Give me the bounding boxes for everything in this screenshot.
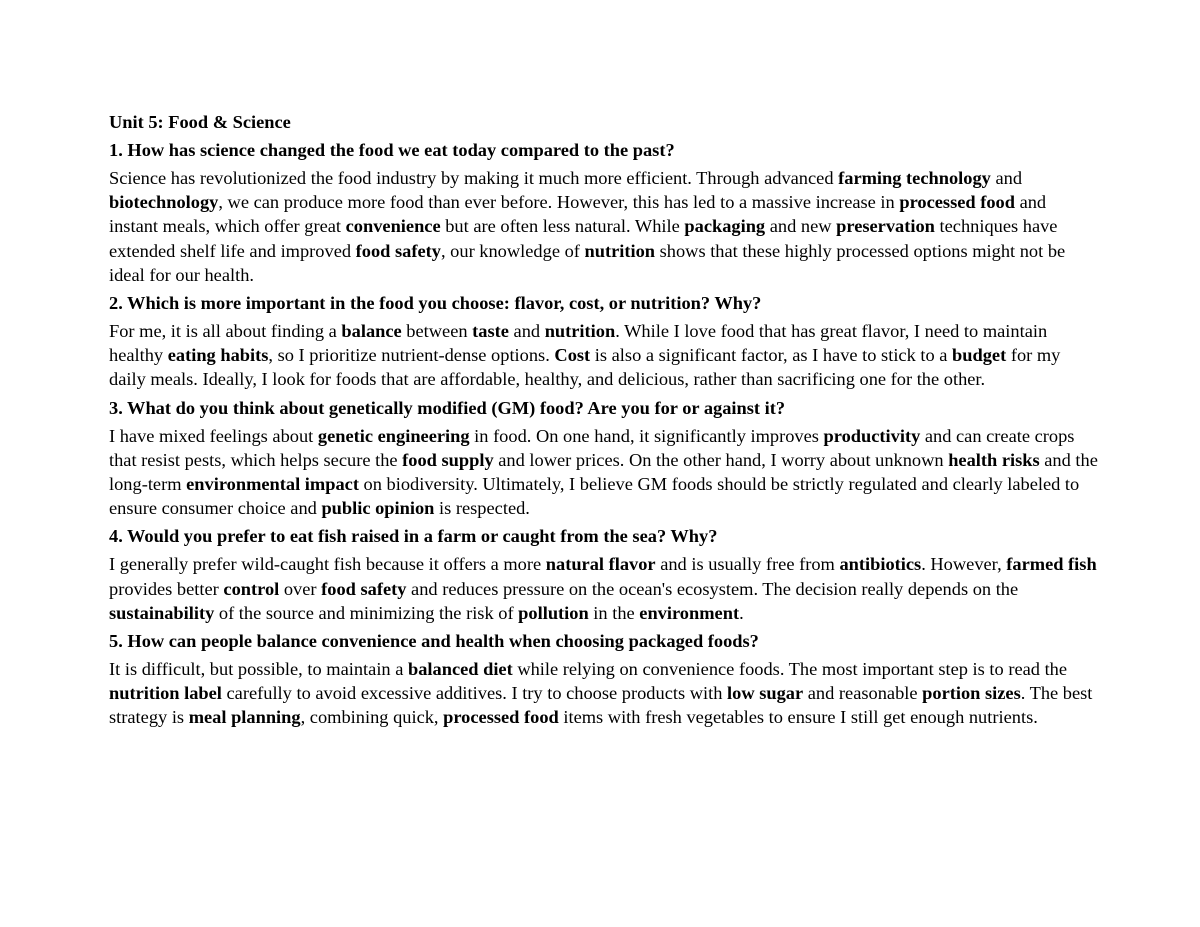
answer-text: in food. On one hand, it significantly improves <box>469 425 824 446</box>
keyword: balance <box>341 321 402 342</box>
answer-text: is also a significant factor, as I have to stick to a <box>590 345 953 366</box>
keyword: health risks <box>948 449 1040 470</box>
keyword: sustainability <box>109 602 215 623</box>
document-page <box>109 110 1099 730</box>
section-1 <box>109 138 1099 287</box>
keyword: farmed fish <box>1006 554 1097 575</box>
question-2: 2. Which is more important in the food you choose: flavor, cost, or nutrition? Why? <box>109 293 762 314</box>
answer-text: in the <box>588 602 640 623</box>
answer-text: on biodiversity. Ultimately, I believe GM foods should be strictly regulated and clearly labeled to ensure consumer choice and <box>109 474 1080 519</box>
keyword: taste <box>472 321 509 342</box>
keyword: eating habits <box>167 345 269 366</box>
keyword: productivity <box>823 425 921 446</box>
answer-text: and reduces pressure on the ocean's ecosystem. The decision really depends on the <box>406 578 1019 599</box>
answer-text: and <box>508 321 545 342</box>
keyword: food safety <box>321 578 407 599</box>
question-1: 1. How has science changed the food we eat today compared to the past? <box>109 140 675 160</box>
keyword: control <box>223 578 280 599</box>
answer-text: . However, <box>921 554 1007 575</box>
answer-text: I generally prefer wild-caught fish because it offers a more <box>109 554 546 575</box>
keyword: packaging <box>684 216 766 237</box>
answer-text: , our knowledge of <box>440 240 585 261</box>
answer-text: between <box>401 321 473 342</box>
keyword: Cost <box>554 345 591 366</box>
keyword: nutrition <box>544 321 616 342</box>
answer-text: provides better <box>109 578 224 599</box>
keyword: meal planning <box>188 707 301 728</box>
answer-1 <box>109 166 1099 287</box>
keyword: antibiotics <box>839 554 922 575</box>
keyword: convenience <box>345 216 441 237</box>
answer-text: and instant meals, which offer great <box>109 192 1047 237</box>
answer-text: . While I love food that has great flavor, I need to maintain healthy <box>109 321 1048 366</box>
answer-text: , combining quick, <box>300 707 444 728</box>
section-2 <box>109 291 1099 392</box>
answer-text: It is difficult, but possible, to maintain a <box>109 659 408 680</box>
section-5 <box>109 629 1099 730</box>
answer-text: but are often less natural. While <box>440 216 685 237</box>
answer-text: and lower prices. On the other hand, I worry about unknown <box>493 449 949 470</box>
keyword: genetic engineering <box>317 425 470 446</box>
answer-text: . <box>739 602 744 623</box>
answer-text: and new <box>765 216 837 237</box>
answer-text: items with fresh vegetables to ensure I still get enough nutrients. <box>558 707 1038 728</box>
keyword: nutrition label <box>109 683 222 704</box>
keyword: environmental impact <box>186 474 359 495</box>
answer-text: and is usually free from <box>655 554 840 575</box>
answer-text: carefully to avoid excessive additives. I try to choose products with <box>221 683 728 704</box>
keyword: nutrition <box>584 240 656 261</box>
answer-text: over <box>279 578 322 599</box>
answer-text: and <box>990 168 1023 188</box>
keyword: food safety <box>355 240 441 261</box>
section-3 <box>109 396 1099 521</box>
keyword: processed food <box>443 707 559 728</box>
answer-text: shows that these highly processed options might not be ideal for our health. <box>109 240 1066 285</box>
answer-5 <box>109 657 1099 730</box>
keyword: preservation <box>836 216 935 237</box>
answer-text: For me, it is all about finding a <box>109 321 342 342</box>
answer-2 <box>109 319 1099 392</box>
answer-text: for my daily meals. Ideally, I look for foods that are affordable, healthy, and delicious, rather than sacrificing one for the other. <box>109 345 1061 390</box>
keyword: public opinion <box>321 498 435 519</box>
answer-text: is respected. <box>434 498 530 519</box>
answer-text: , we can produce more food than ever before. However, this has led to a massive increase in <box>218 192 900 213</box>
answer-text: Science has revolutionized the food industry by making it much more efficient. Through advanced <box>109 168 839 188</box>
keyword: farming technology <box>838 168 991 188</box>
section-4 <box>109 524 1099 625</box>
keyword: portion sizes <box>922 683 1021 704</box>
question-4: 4. Would you prefer to eat fish raised in a farm or caught from the sea? Why? <box>109 526 718 547</box>
answer-text: . The best strategy is <box>109 683 1093 728</box>
answer-text: of the source and minimizing the risk of <box>214 602 519 623</box>
answer-3 <box>109 424 1099 521</box>
answer-text: , so I prioritize nutrient-dense options. <box>268 345 555 366</box>
keyword: budget <box>952 345 1007 366</box>
question-3: 3. What do you think about genetically modified (GM) food? Are you for or against it? <box>109 397 786 418</box>
keyword: low sugar <box>727 683 804 704</box>
answer-text: and the long-term <box>109 449 1098 495</box>
answer-text: while relying on convenience foods. The most important step is to read the <box>512 659 1068 680</box>
keyword: food supply <box>402 449 494 470</box>
answer-text: and reasonable <box>803 683 923 704</box>
answer-text: and can create crops that resist pests, which helps secure the <box>109 425 1075 470</box>
answer-4 <box>109 552 1099 625</box>
keyword: biotechnology <box>109 192 219 213</box>
keyword: environment <box>639 602 740 623</box>
answer-text: I have mixed feelings about <box>109 425 318 446</box>
answer-text: techniques have extended shelf life and improved <box>109 216 1058 261</box>
document-title: Unit 5: Food & Science <box>109 112 291 132</box>
keyword: pollution <box>518 602 589 623</box>
keyword: processed food <box>899 192 1015 213</box>
keyword: balanced diet <box>407 659 513 680</box>
question-5: 5. How can people balance convenience and health when choosing packaged foods? <box>109 631 759 652</box>
keyword: natural flavor <box>545 554 656 575</box>
